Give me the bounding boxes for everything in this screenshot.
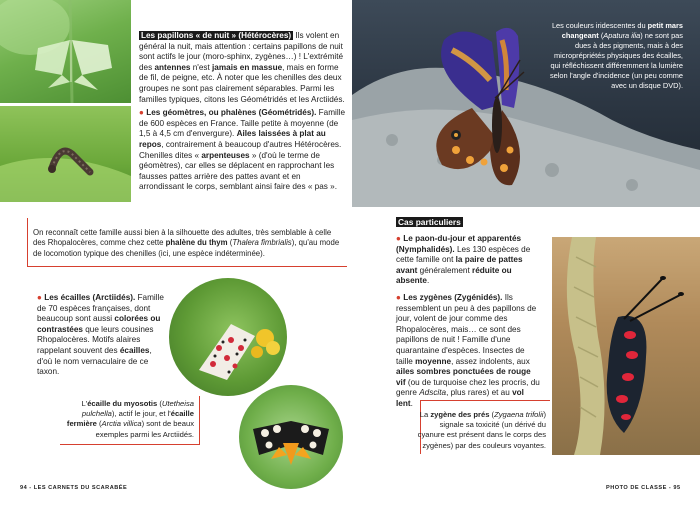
paragraph-ecailles: ● Les écailles (Arctiidés). Famille de 70 espèces françaises, dont beaucoup sont aussi colorées ou contrastées que leurs cousines Rhopalocères. Motifs alaires rappelant souvent des écailles, d'où le nom vernaculaire de ce taxon.	[37, 293, 164, 377]
paragraph-paon-du-jour: ● Le paon-du-jour et apparentés (Nymphalidés). Les 130 espèces de cette famille ont la paire de pattes avant généralement réduite ou absente.	[396, 234, 531, 286]
footer-left: 94 - LES CARNETS DU SCARABÉE	[20, 485, 128, 491]
photo-zygene-des-pres	[552, 237, 700, 455]
moth-zygaena-illustration	[552, 237, 700, 455]
text-cas-particuliers	[396, 234, 540, 413]
moth-utetheisa-illustration	[169, 278, 287, 396]
title-geometres: Les géomètres, ou phalènes (Géométridés).	[146, 108, 317, 118]
caterpillar-illustration	[0, 106, 131, 202]
caption-petit-mars-changeant: Les couleurs iridescentes du petit mars changeant (Apatura ilia) ne sont pas dues à des pigments, mais à des microprépriétés physiques des écailles, qui réfléchissent différemment la lumière selon l'angle d'incidence (un peu comme avec un disque DVD).	[549, 21, 683, 90]
caption-zygene-des-pres: La zygène des prés (Zygaena trifolii) signale sa toxicité (un dérivé du cyanure est présent dans le corps des zygènes) par des couleurs voyantes.	[417, 410, 546, 450]
photo-phalene-du-thym	[0, 0, 131, 103]
moth-green-illustration	[0, 0, 131, 103]
moth-arctia-illustration	[239, 385, 343, 489]
caption-rule-left-thym	[27, 218, 28, 266]
caption-rule-bottom-ecaille	[60, 444, 200, 445]
caption-ecailles: L'écaille du myosotis (Utetheisa pulchella), actif le jour, et l'écaille fermière (Arctia villica) sont de beaux exemples parmi les Arctiidés.	[66, 399, 194, 439]
paragraph-geometres: ● Les géomètres, ou phalènes (Géométridés). Famille de 600 espèces en France. Taille petite à moyenne (de 1,5 à 4,5 cm d'envergure). Ailes laissées à plat au repos, contrairement à beaucoup d'autres Hétérocères. Chenilles dites « arpenteuses » (d'où le terme de géomètres), car elles se déplacent en rapprochant les fausses pattes arrière des pattes avant et en arrondissant le corps, semblant ainsi faire des « pas ».	[139, 108, 346, 192]
bullet-icon: ●	[37, 293, 42, 302]
heading-cas-particuliers: Cas particuliers	[398, 217, 461, 227]
caption-phalene-du-thym: On reconnaît cette famille aussi bien à la silhouette des adultes, très semblable à celle des Rhopalocères, comme chez cette phalène du thym (Thalera fimbrialis), qu'au mode de locomotion typique des chenilles (ici, une espèce indéterminée).	[33, 228, 340, 258]
photo-ecaille-du-myosotis	[169, 278, 287, 396]
bullet-icon: ●	[396, 234, 401, 243]
title-zygenes: Les zygènes (Zygénidés).	[403, 292, 503, 302]
title-paon-du-jour: Le paon-du-jour et apparentés (Nymphalidés).	[396, 234, 522, 254]
footer-right: PHOTO DE CLASSE - 95	[606, 485, 681, 491]
heading-papillons-de-nuit: Les papillons « de nuit » (Hétérocères)	[141, 31, 292, 40]
text-papillons-de-nuit: Les papillons « de nuit » (Hétérocères) Ils volent en général la nuit, mais attention : certains papillons de nuit sont actifs le jour (moro-sphinx, zygènes…) ! L'extrémité des antennes n'est jamais en massue, mais en forme de fil, de peigne, etc. À noter que les chenilles des deux groupes ne sont pas clairement séparables. Parmi les familles typiques, citons les Géométridés et les Arctiidés. ● Les géomètres, ou phalènes (Géométridés). Famille de 600 espèces en France. Taille petite à moyenne (de 1,5 à 4,5 cm d'envergure). Ailes laissées à plat au repos, contrairement à beaucoup d'autres Hétérocères. Chenilles dites « arpenteuses » (d'où le terme de géomètres), car elles se déplacent en rapprochant les fausses pattes arrière des pattes avant et en arrondissant le corps, semblant ainsi faire des « pas ».	[139, 31, 346, 192]
caption-rule-top-zygene	[420, 400, 550, 401]
title-ecailles: Les écailles (Arctiidés).	[44, 293, 136, 302]
bullet-icon: ●	[396, 292, 401, 302]
photo-chenille-arpenteuse	[0, 106, 131, 202]
caption-rule-bottom-thym	[27, 266, 347, 267]
photo-ecaille-fermiere	[239, 385, 343, 489]
bullet-icon: ●	[139, 108, 144, 118]
caption-rule-right-ecaille	[199, 396, 200, 444]
paragraph-zygenes: ● Les zygènes (Zygénidés). Ils ressemblent un peu à des papillons de jour, volent de jour comme des Rhopalocères, mais… ce sont des papillons de nuit ! Famille d'une quarantaine d'espèces. Insectes de taille moyenne, assez indolents, aux ailes sombres ponctuées de rouge vif (ou de turquoise chez les procris, du genre Adscita, plus rares) et au vol lent.	[396, 292, 540, 408]
